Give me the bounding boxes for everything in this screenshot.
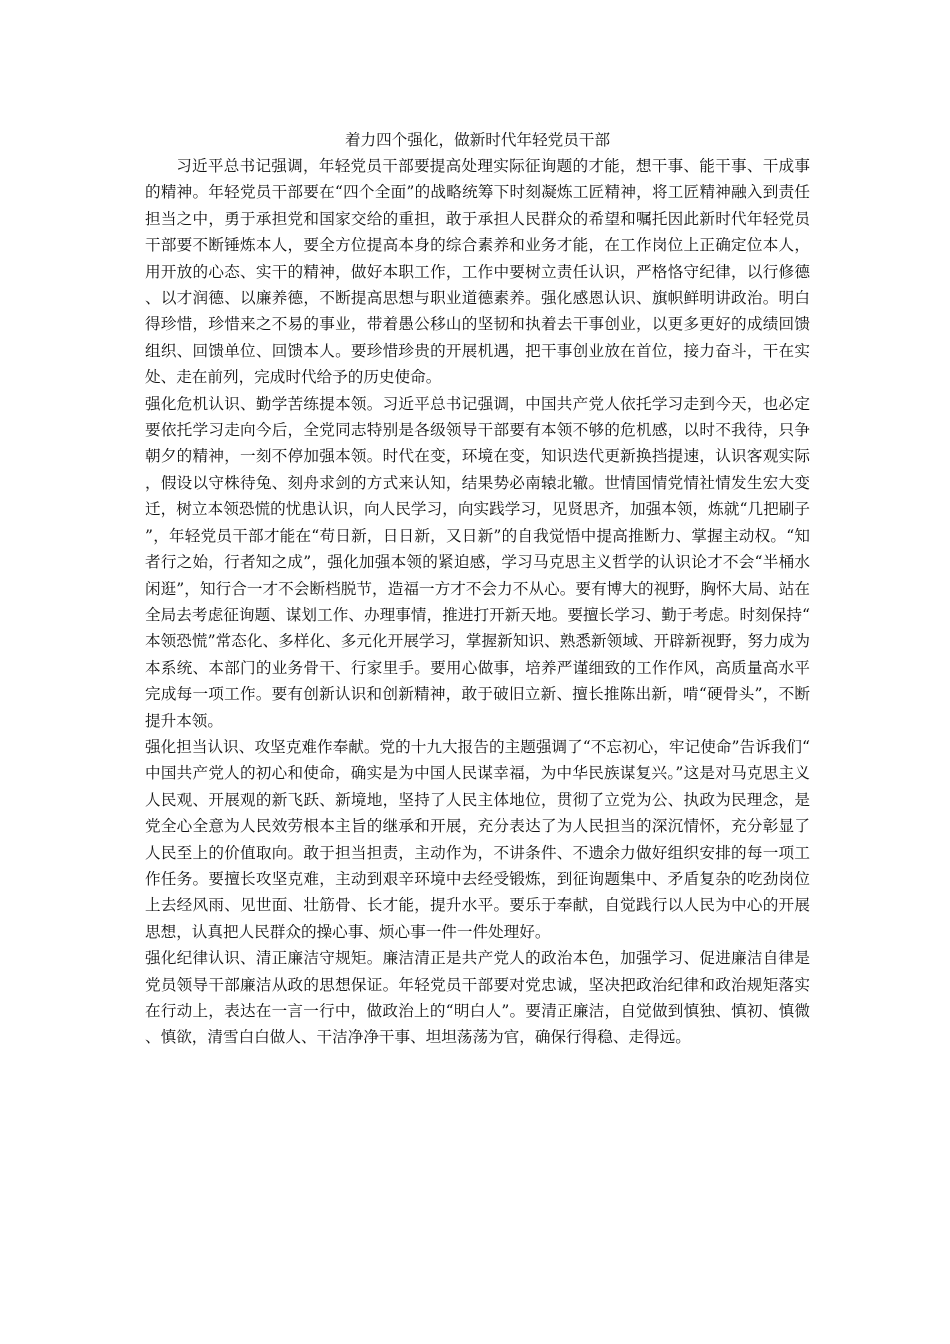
paragraph-discipline-awareness: 强化纪律认识、清正廉洁守规矩。廉洁清正是共产党人的政治本色，加强学习、促进廉洁自律是党员领导干部廉洁从政的思想保证。年轻党员干部要对党忠诚，坚决把政治纪律和政治规矩落实在行动上，表达在一言一行中，做政治上的“明白人”。要清正廉洁，自觉做到慎独、慎初、慎微、慎欲，清雪白白做人、干洁净净干事、坦坦荡荡为官，确保行得稳、走得远。: [145, 949, 810, 1047]
paragraph-intro: 习近平总书记强调，年轻党员干部要提高处理实际征询题的才能，想干事、能干事、干成事的精神。年轻党员干部要在“四个全面”的战略统筹下时刻凝炼工匠精神，将工匠精神融入到责任担当之中，勇于承担党和国家交给的重担，敢于承担人民群众的希望和嘱托因此新时代年轻党员干部要不断锤炼本人，要全方位提高本身的综合素养和业务才能，在工作岗位上正确定位本人，用开放的心态、实干的精神，做好本职工作，工作中要树立责任认识，严格恪守纪律，以行修德、以才润德、以廉养德，不断提高思想与职业道德素养。强化感恩认识、旗帜鲜明讲政治。明白得珍惜，珍惜来之不易的事业，带着愚公移山的坚韧和执着去干事创业，以更多更好的成绩回馈组织、回馈单位、回馈本人。要珍惜珍贵的开展机遇，把干事创业放在首位，接力奋斗，干在实处、走在前列，完成时代给予的历史使命。: [145, 157, 810, 387]
document-page: [145, 127, 810, 1051]
paragraph-responsibility-awareness: 强化担当认识、攻坚克难作奉献。党的十九大报告的主题强调了“不忘初心，牢记使命”告诉我们“中国共产党人的初心和使命，确实是为中国人民谋幸福，为中华民族谋复兴。”这是对马克思主义人民观、开展观的新飞跃、新境地，坚持了人民主体地位，贯彻了立党为公、执政为民理念，是党全心全意为人民效劳根本主旨的继承和开展，充分表达了为人民担当的深沉情怀，充分彰显了人民至上的价值取向。敢于担当担责，主动作为，不讲条件、不遗余力做好组织安排的每一项工作任务。要擅长攻坚克难，主动到艰辛环境中去经受锻炼，到征询题集中、矛盾复杂的吃劲岗位上去经风雨、见世面、壮筋骨、长才能，提升水平。要乐于奉献，自觉践行以人民为中心的开展思想，认真把人民群众的操心事、烦心事一件一件处理好。: [145, 737, 810, 941]
paragraph-crisis-awareness: 强化危机认识、勤学苦练提本领。习近平总书记强调，中国共产党人依托学习走到今天，也必定要依托学习走向今后，全党同志特别是各级领导干部要有本领不够的危机感，以时不我待，只争朝夕的精神，一刻不停加强本领。时代在变，环境在变，知识迭代更新换挡提速，认识客观实际，假设以守株待兔、刻舟求剑的方式来认知，结果势必南辕北辙。世情国情党情社情发生宏大变迁，树立本领恐慌的忧患认识，向人民学习，向实践学习，见贤思齐，加强本领，炼就“几把刷子”，年轻党员干部才能在“苟日新，日日新，又日新”的自我觉悟中提高推断力、掌握主动权。“知者行之始，行者知之成”，强化加强本领的紧迫感，学习马克思主义哲学的认识论才不会“半桶水闲逛”，知行合一才不会断档脱节，造福一方才不会力不从心。要有博大的视野，胸怀大局、站在全局去考虑征询题、谋划工作、办理事情，推进打开新天地。要擅长学习、勤于考虑。时刻保持“本领恐慌”常态化、多样化、多元化开展学习，掌握新知识、熟悉新领域、开辟新视野，努力成为本系统、本部门的业务骨干、行家里手。要用心做事，培养严谨细致的工作作风，高质量高水平完成每一项工作。要有创新认识和创新精神，敢于破旧立新、擅长推陈出新，啃“硬骨头”，不断提升本领。: [145, 394, 810, 730]
document-title: 着力四个强化，做新时代年轻党员干部: [344, 131, 611, 149]
